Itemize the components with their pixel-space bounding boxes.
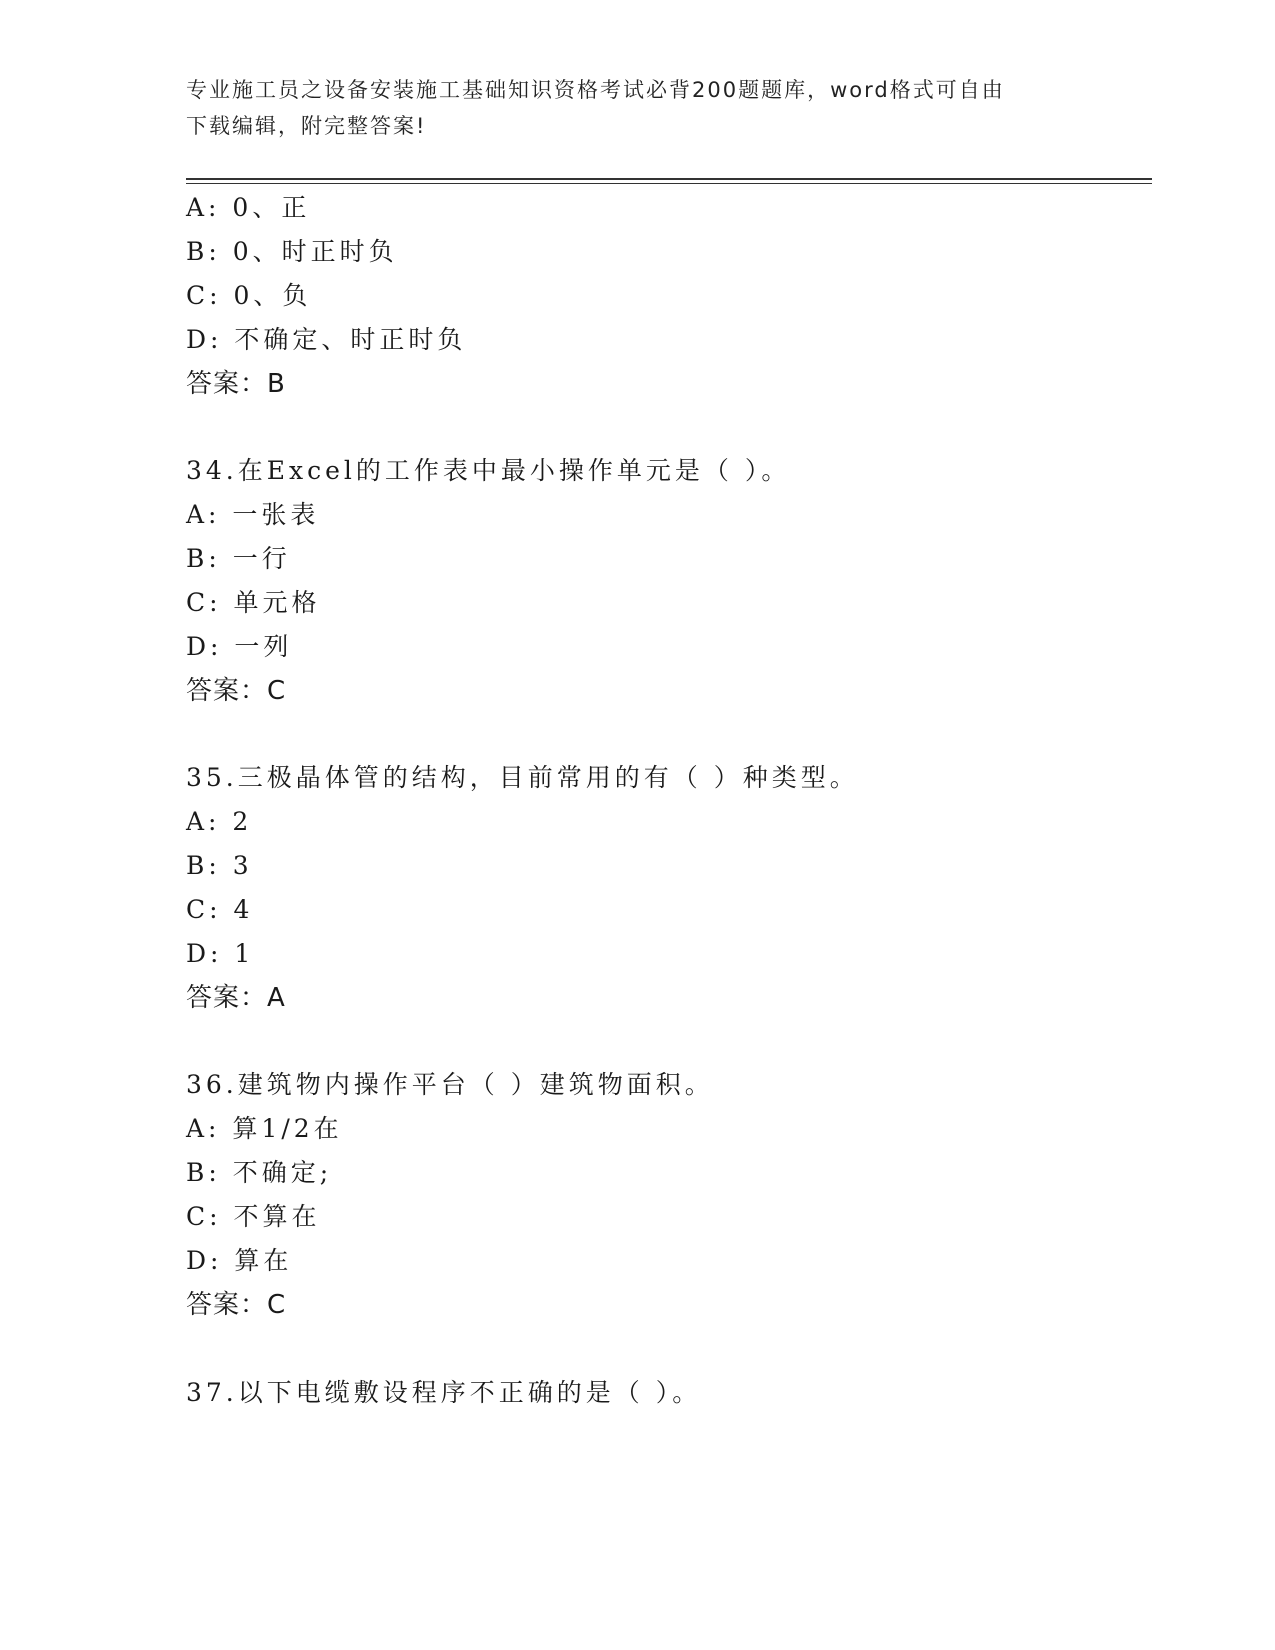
q37-question: 37.以下电缆敷设程序不正确的是（ ）。 [186,1378,702,1407]
q36-question: 36.建筑物内操作平台（ ）建筑物面积。 [186,1070,714,1099]
q33-answer: 答案：B [186,369,286,399]
q34-option-b: B: 一行 [186,544,291,573]
q33-option-a: A: 0、正 [186,193,311,222]
q34-question: 34.在Excel的工作表中最小操作单元是（ ）。 [186,456,791,485]
document-header [186,72,1066,144]
q33-option-d: D: 不确定、时正时负 [186,325,467,354]
q36-option-d: D: 算在 [186,1246,293,1275]
q36-option-b: B: 不确定; [186,1158,333,1187]
header-divider-thin [186,183,1152,184]
q35-question: 35.三极晶体管的结构，目前常用的有（ ）种类型。 [186,763,859,792]
header-line-2: 下载编辑，附完整答案! [186,114,427,138]
q33-option-b: B: 0、时正时负 [186,237,398,266]
q35-option-a: A: 2 [186,807,253,836]
q34-option-d: D: 一列 [186,632,293,661]
q34-option-a: A: 一张表 [186,500,320,529]
q36-answer: 答案：C [186,1290,287,1320]
header-line-1: 专业施工员之设备安装施工基础知识资格考试必背200题题库，word格式可自由 [186,78,1005,102]
q35-answer: 答案：A [186,983,286,1013]
q33-option-c: C: 0、负 [186,281,312,310]
q35-option-d: D: 1 [186,939,255,968]
q36-option-a: A: 算1/2在 [186,1114,343,1143]
q35-option-b: B: 3 [186,851,253,880]
q35-option-c: C: 4 [186,895,254,924]
q34-option-c: C: 单元格 [186,588,321,617]
header-divider [186,178,1152,180]
q34-answer: 答案：C [186,676,287,706]
q36-option-c: C: 不算在 [186,1202,321,1231]
